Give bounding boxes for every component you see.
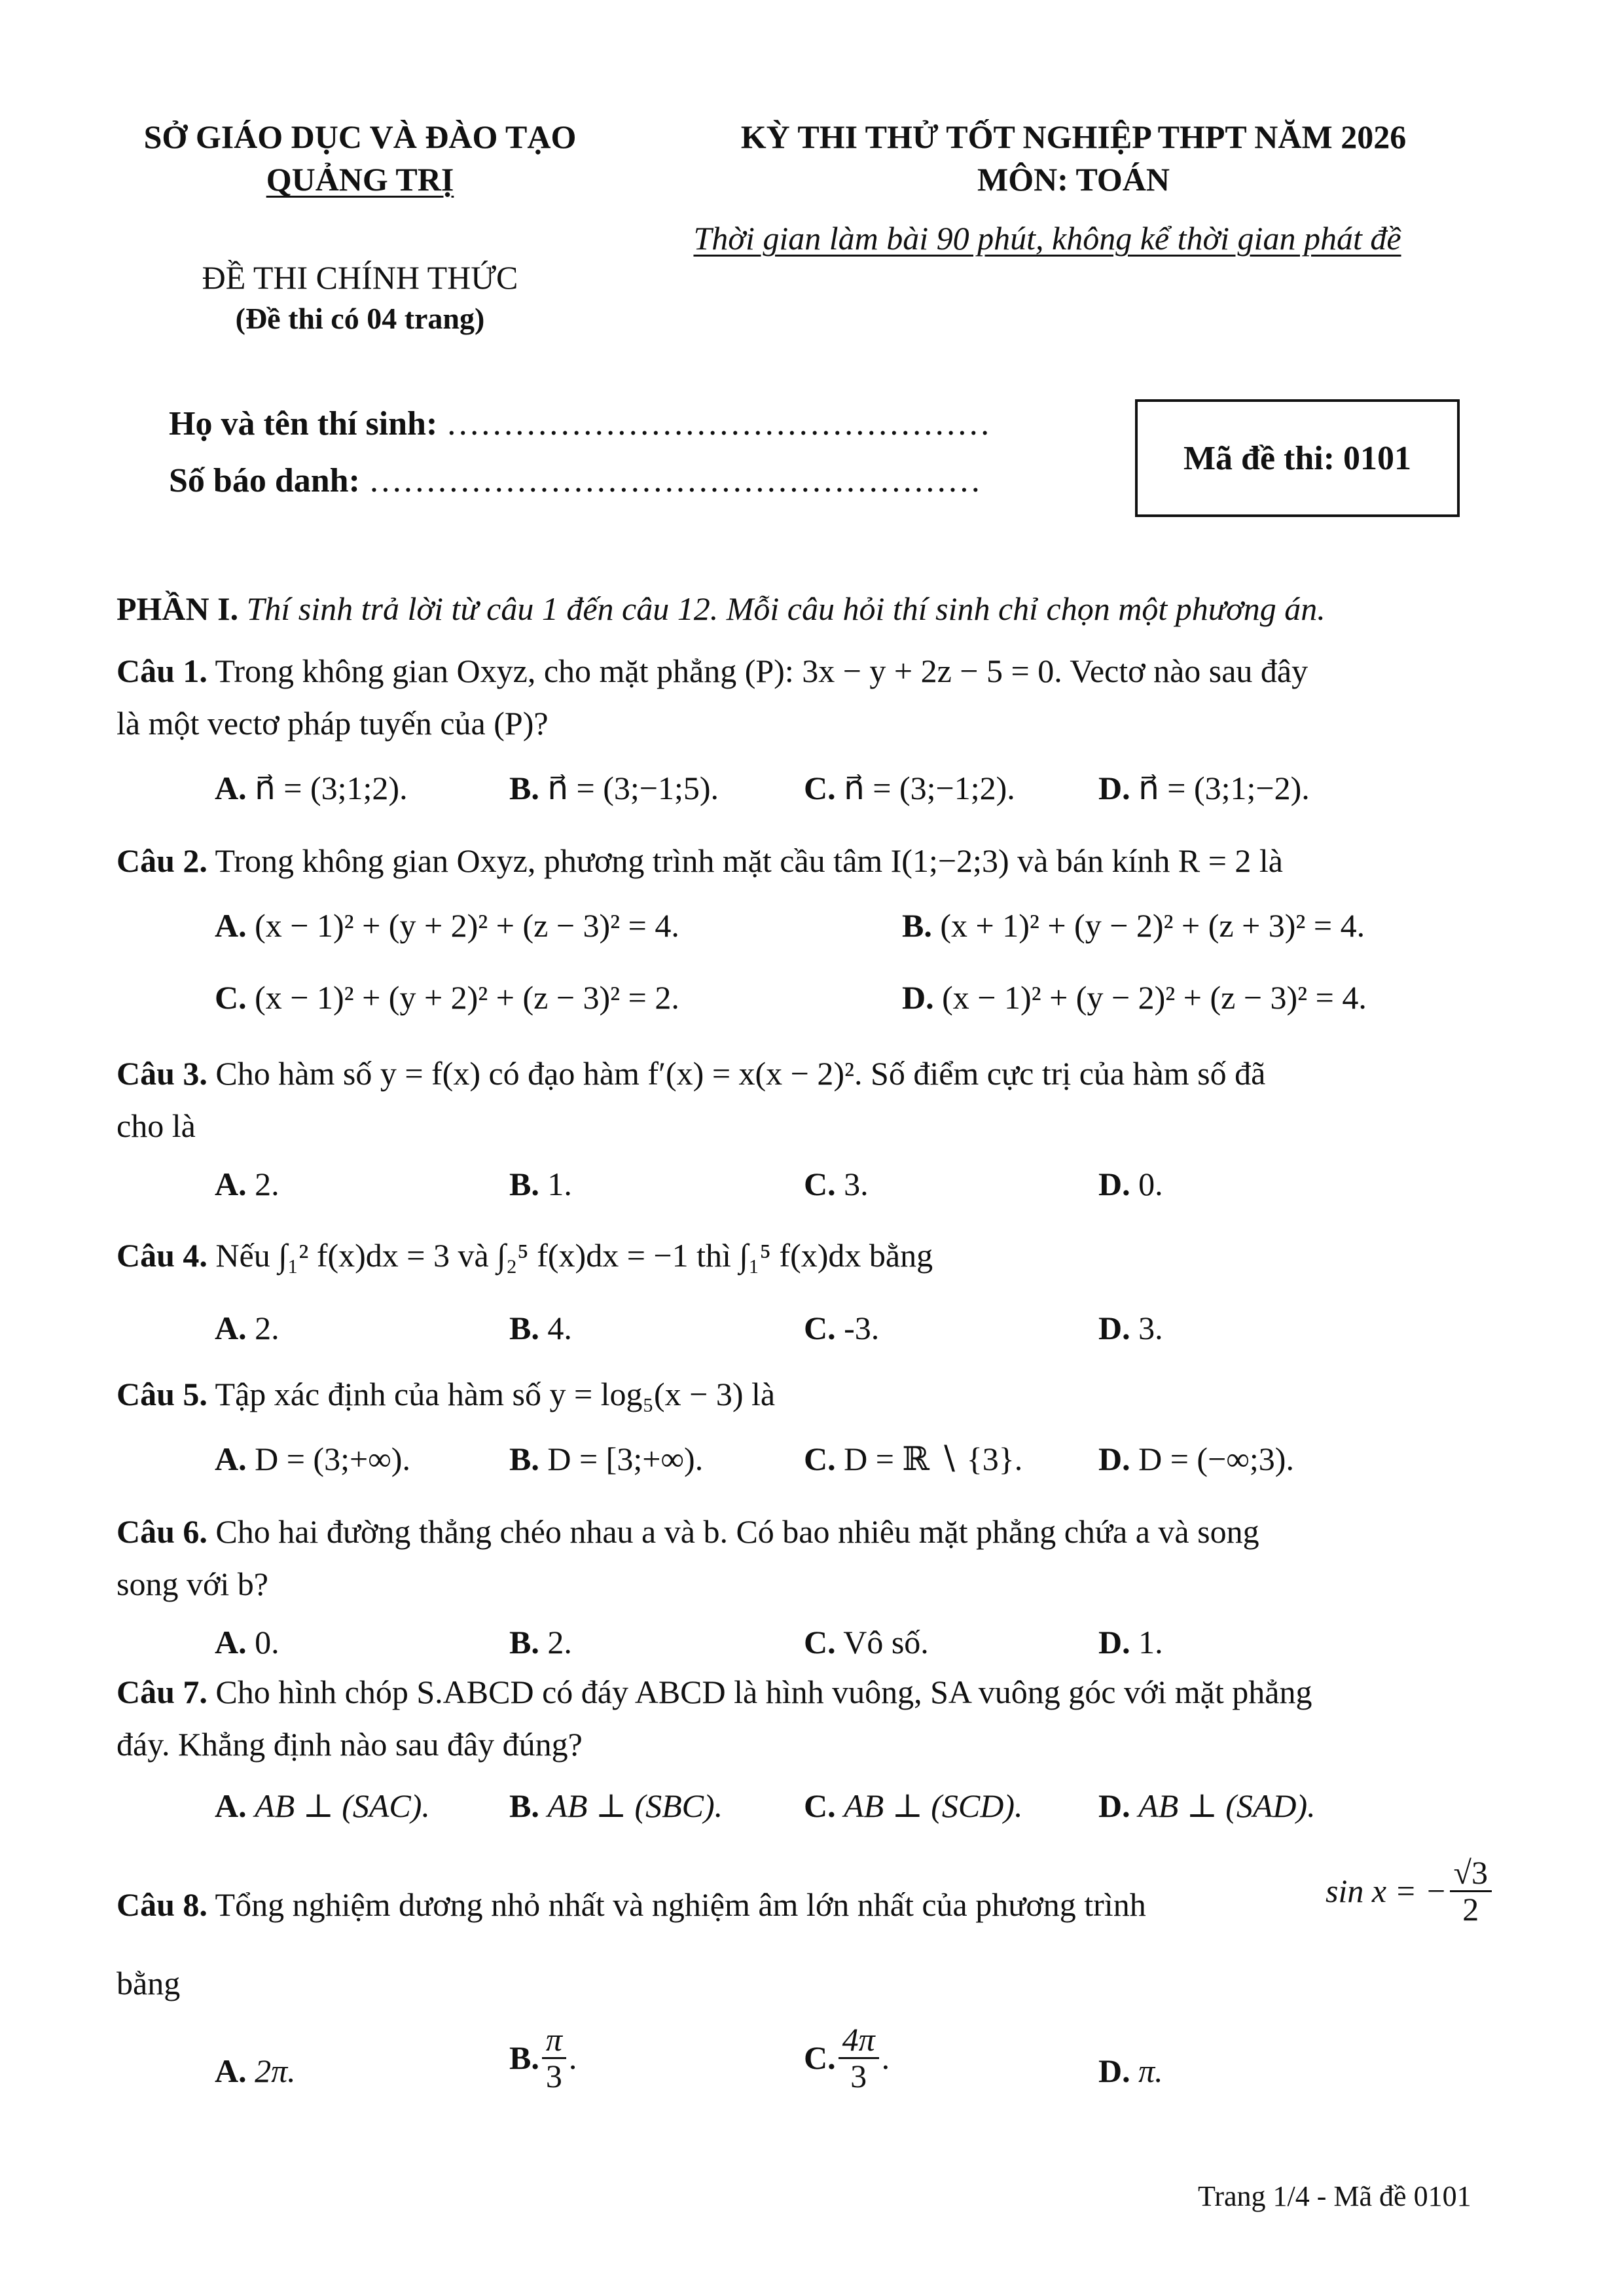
- exam-code-box: [1135, 399, 1460, 517]
- q3-option-d[interactable]: D. 0.: [1098, 1166, 1163, 1202]
- q8-equation: [1326, 1856, 1494, 1926]
- q7-option-d[interactable]: D. AB ⊥ (SAD).: [1098, 1787, 1316, 1824]
- question-text: Tổng nghiệm dương nhỏ nhất và nghiệm âm lớn nhất của phương trình: [215, 1886, 1146, 1923]
- question-7-line2: đáy. Khẳng định nào sau đây đúng?: [117, 1726, 583, 1763]
- q5-option-a[interactable]: A. D = (3;+∞).: [215, 1441, 410, 1477]
- question-label: Câu 5.: [117, 1376, 208, 1412]
- exam-title: KỲ THI THỬ TỐT NGHIỆP THPT NĂM 2026: [740, 118, 1407, 155]
- q3-option-b[interactable]: B. 1.: [509, 1166, 572, 1202]
- department-name: SỞ GIÁO DỤC VÀ ĐÀO TẠO: [143, 118, 577, 155]
- question-label: Câu 2.: [117, 842, 208, 879]
- q6-option-d[interactable]: D. 1.: [1098, 1624, 1163, 1660]
- q6-option-c[interactable]: C. Vô số.: [804, 1624, 929, 1660]
- q4-option-b[interactable]: B. 4.: [509, 1310, 572, 1346]
- part1-heading: [117, 583, 1326, 635]
- q8-option-b[interactable]: B. $\frac{\pi}{3}$ .: [509, 2021, 577, 2094]
- q1-option-d[interactable]: D. n⃗ = (3;1;−2).: [1098, 770, 1310, 806]
- q6-option-b[interactable]: B. 2.: [509, 1624, 572, 1660]
- q2-option-c[interactable]: C. (x − 1)² + (y + 2)² + (z − 3)² = 2.: [215, 979, 679, 1016]
- question-label: Câu 1.: [117, 653, 208, 689]
- q2-option-a[interactable]: A. (x − 1)² + (y + 2)² + (z − 3)² = 4.: [215, 907, 679, 944]
- candidate-id-row: [169, 461, 981, 500]
- q1-option-b[interactable]: B. n⃗ = (3;−1;5).: [509, 770, 719, 806]
- equation-fraction: $\frac{√3}{2}$: [1450, 1856, 1492, 1926]
- candidate-name-dots: …………………………………………: [446, 405, 991, 442]
- q5-option-c[interactable]: C. D = ℝ ∖ {3}.: [804, 1441, 1023, 1477]
- subject-title: MÔN: TOÁN: [977, 161, 1170, 198]
- question-label: Câu 8.: [117, 1886, 208, 1923]
- page-count-note: (Đề thi có 04 trang): [235, 302, 485, 335]
- candidate-id-label: Số báo danh:: [169, 462, 360, 499]
- question-text: Trong không gian Oxyz, cho mặt phẳng (P): 3x − y + 2z − 5 = 0. Vectơ nào sau đây: [215, 653, 1308, 689]
- q5-option-b[interactable]: B. D = [3;+∞).: [509, 1441, 704, 1477]
- question-text: Cho hình chóp S.ABCD có đáy ABCD là hình vuông, SA vuông góc với mặt phẳng: [215, 1674, 1312, 1710]
- equation-lhs: sin x = −: [1326, 1873, 1447, 1909]
- q7-option-c[interactable]: C. AB ⊥ (SCD).: [804, 1787, 1023, 1824]
- question-text: Cho hai đường thẳng chéo nhau a và b. Có bao nhiêu mặt phẳng chứa a và song: [215, 1513, 1259, 1550]
- question-2: [117, 834, 1283, 887]
- question-label: Câu 3.: [117, 1055, 208, 1092]
- q2-option-d[interactable]: D. (x − 1)² + (y − 2)² + (z − 3)² = 4.: [902, 979, 1367, 1016]
- question-8-line2: bằng: [117, 1965, 181, 2001]
- question-text: Nếu ∫₁² f(x)dx = 3 và ∫₂⁵ f(x)dx = −1 thì ∫₁⁵ f(x)dx bằng: [215, 1237, 933, 1274]
- question-8: [117, 1878, 1146, 1931]
- question-text: Trong không gian Oxyz, phương trình mặt cầu tâm I(1;−2;3) và bán kính R = 2 là: [215, 842, 1284, 879]
- q6-option-a[interactable]: A. 0.: [215, 1624, 280, 1660]
- q2-option-b[interactable]: B. (x + 1)² + (y − 2)² + (z + 3)² = 4.: [902, 907, 1365, 944]
- question-6-line2: song với b?: [117, 1566, 268, 1602]
- candidate-id-dots: ………………………………………………: [368, 462, 981, 499]
- question-1: [117, 645, 1308, 697]
- part1-title: PHẦN I.: [117, 590, 239, 627]
- province-name: QUẢNG TRỊ: [266, 161, 454, 198]
- q4-option-d[interactable]: D. 3.: [1098, 1310, 1163, 1346]
- q5-option-d[interactable]: D. D = (−∞;3).: [1098, 1441, 1294, 1477]
- q7-option-a[interactable]: A. AB ⊥ (SAC).: [215, 1787, 430, 1824]
- q8-option-c[interactable]: C. $\frac{4\pi}{3}$ .: [804, 2021, 890, 2094]
- question-1-line2: là một vectơ pháp tuyến của (P)?: [117, 705, 549, 742]
- exam-code: Mã đề thi: 0101: [1183, 439, 1412, 477]
- q1-option-a[interactable]: A. n⃗ = (3;1;2).: [215, 770, 408, 806]
- question-7: [117, 1666, 1312, 1718]
- q8-option-d[interactable]: D. π.: [1098, 2053, 1163, 2089]
- question-text: Cho hàm số y = f(x) có đạo hàm f′(x) = x(x − 2)². Số điểm cực trị của hàm số đã: [215, 1055, 1266, 1092]
- question-label: Câu 6.: [117, 1513, 208, 1550]
- q1-option-c[interactable]: C. n⃗ = (3;−1;2).: [804, 770, 1015, 806]
- question-text: Tập xác định của hàm số y = log₅(x − 3) là: [215, 1376, 776, 1412]
- q4-option-c[interactable]: C. -3.: [804, 1310, 880, 1346]
- q8-option-a[interactable]: A. 2π.: [215, 2053, 296, 2089]
- exam-type: ĐỀ THI CHÍNH THỨC: [202, 259, 518, 296]
- page-footer: Trang 1/4 - Mã đề 0101: [1198, 2180, 1471, 2212]
- question-6: [117, 1505, 1259, 1558]
- question-label: Câu 7.: [117, 1674, 208, 1710]
- question-4: [117, 1229, 933, 1282]
- question-label: Câu 4.: [117, 1237, 208, 1274]
- q7-option-b[interactable]: B. AB ⊥ (SBC).: [509, 1787, 723, 1824]
- part1-instruction: Thí sinh trả lời từ câu 1 đến câu 12. Mỗi câu hỏi thí sinh chỉ chọn một phương án.: [246, 590, 1326, 627]
- question-3-line2: cho là: [117, 1107, 196, 1144]
- question-5: [117, 1368, 775, 1420]
- question-3: [117, 1047, 1265, 1100]
- candidate-name-row: [169, 404, 990, 443]
- candidate-name-label: Họ và tên thí sinh:: [169, 405, 438, 442]
- q3-option-c[interactable]: C. 3.: [804, 1166, 869, 1202]
- q4-option-a[interactable]: A. 2.: [215, 1310, 280, 1346]
- time-note: Thời gian làm bài 90 phút, không kể thời gian phát đề: [693, 220, 1401, 257]
- q3-option-a[interactable]: A. 2.: [215, 1166, 280, 1202]
